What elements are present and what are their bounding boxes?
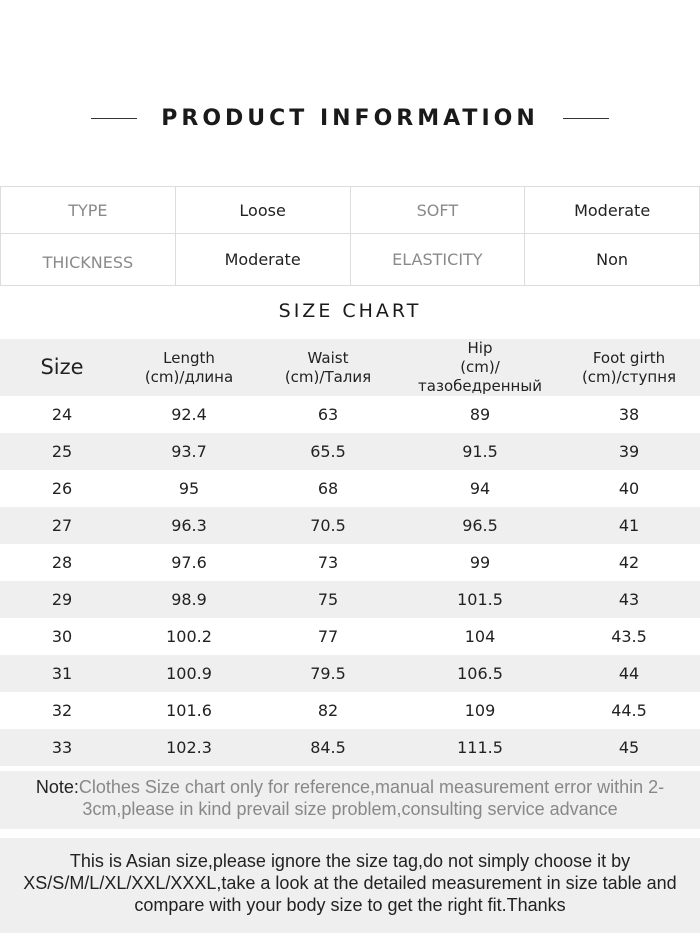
size-chart-header-row bbox=[0, 339, 700, 396]
note-text: Clothes Size chart only for reference,manual measurement error within 2-3cm,please in kind prevail size problem,consulting service advance bbox=[78, 777, 665, 819]
size-cell: 30 bbox=[51, 627, 73, 646]
measurement-note bbox=[0, 771, 700, 829]
divider-left bbox=[91, 118, 137, 119]
size-cell: 38 bbox=[618, 405, 640, 424]
size-chart-title: SIZE CHART bbox=[278, 300, 422, 322]
size-cell: 111.5 bbox=[402, 729, 558, 766]
size-cell: 43.5 bbox=[611, 627, 647, 646]
size-cell: 27 bbox=[0, 507, 124, 544]
column-header-waist bbox=[254, 339, 402, 396]
size-cell: 100.2 bbox=[166, 627, 212, 646]
info-row bbox=[1, 234, 700, 286]
column-header-title: Hip bbox=[467, 339, 493, 357]
column-header-unit: (cm)/ступня bbox=[581, 367, 677, 386]
column-header-title: Size bbox=[40, 355, 84, 379]
size-cell: 40 bbox=[618, 479, 640, 498]
info-value: Loose bbox=[175, 187, 350, 234]
section-header bbox=[0, 96, 700, 140]
size-cell: 84.5 bbox=[254, 729, 402, 766]
size-row bbox=[0, 692, 700, 729]
size-cell: 41 bbox=[558, 507, 700, 544]
size-cell: 45 bbox=[558, 729, 700, 766]
info-label: TYPE bbox=[1, 187, 176, 234]
size-cell: 93.7 bbox=[124, 433, 254, 470]
size-cell: 25 bbox=[0, 433, 124, 470]
size-cell: 28 bbox=[51, 553, 73, 572]
size-cell: 75 bbox=[254, 581, 402, 618]
size-cell: 98.9 bbox=[124, 581, 254, 618]
info-value: Moderate bbox=[525, 187, 700, 234]
size-row bbox=[0, 433, 700, 470]
divider-right bbox=[563, 118, 609, 119]
size-cell: 70.5 bbox=[254, 507, 402, 544]
size-row bbox=[0, 507, 700, 544]
asian-size-notice bbox=[0, 838, 700, 933]
size-chart-table bbox=[0, 339, 700, 766]
size-row bbox=[0, 581, 700, 618]
size-cell: 42 bbox=[618, 553, 640, 572]
size-cell: 77 bbox=[317, 627, 339, 646]
column-header-size bbox=[0, 339, 124, 396]
column-header-unit: (cm)/длина bbox=[144, 367, 234, 386]
info-label: ELASTICITY bbox=[350, 234, 525, 286]
info-value: Moderate bbox=[175, 234, 350, 286]
size-cell: 104 bbox=[464, 627, 496, 646]
size-cell: 29 bbox=[0, 581, 124, 618]
size-row bbox=[0, 655, 700, 692]
size-cell: 101.6 bbox=[166, 701, 212, 720]
size-cell: 92.4 bbox=[171, 405, 207, 424]
column-header-length bbox=[124, 339, 254, 396]
column-header-title: Waist bbox=[307, 348, 349, 367]
size-cell: 102.3 bbox=[124, 729, 254, 766]
size-cell: 96.5 bbox=[402, 507, 558, 544]
size-cell: 94 bbox=[469, 479, 491, 498]
size-cell: 109 bbox=[464, 701, 496, 720]
info-label: THICKNESS bbox=[1, 234, 176, 286]
size-cell: 32 bbox=[51, 701, 73, 720]
size-cell: 44.5 bbox=[611, 701, 647, 720]
size-cell: 68 bbox=[317, 479, 339, 498]
size-cell: 89 bbox=[469, 405, 491, 424]
size-cell: 79.5 bbox=[254, 655, 402, 692]
size-cell: 106.5 bbox=[402, 655, 558, 692]
size-row bbox=[0, 544, 700, 581]
size-cell: 101.5 bbox=[402, 581, 558, 618]
size-cell: 100.9 bbox=[124, 655, 254, 692]
column-header-hip bbox=[402, 339, 558, 396]
info-row bbox=[1, 187, 700, 234]
size-row bbox=[0, 618, 700, 655]
size-cell: 99 bbox=[469, 553, 491, 572]
size-cell: 96.3 bbox=[124, 507, 254, 544]
asian-size-text: This is Asian size,please ignore the size tag,do not simply choose it by XS/S/M/L/XL/XXL/XXXL,take a look at the detailed measurement in size table and compare with your body size to get the right fit.Thanks bbox=[23, 851, 677, 915]
size-cell: 95 bbox=[178, 479, 200, 498]
size-cell: 73 bbox=[317, 553, 339, 572]
size-cell: 63 bbox=[317, 405, 339, 424]
size-cell: 91.5 bbox=[402, 433, 558, 470]
size-cell: 43 bbox=[558, 581, 700, 618]
size-cell: 97.6 bbox=[171, 553, 207, 572]
size-row bbox=[0, 729, 700, 766]
column-header-unit: (cm)/Талия bbox=[284, 367, 372, 386]
size-cell: 44 bbox=[558, 655, 700, 692]
info-label: SOFT bbox=[350, 187, 525, 234]
page-title: PRODUCT INFORMATION bbox=[161, 105, 539, 131]
size-cell: 26 bbox=[51, 479, 73, 498]
size-chart-body bbox=[0, 396, 700, 766]
column-header-title: Foot girth bbox=[592, 348, 666, 367]
size-row bbox=[0, 470, 700, 507]
size-cell: 24 bbox=[51, 405, 73, 424]
size-row bbox=[0, 396, 700, 433]
column-header-title: Length bbox=[163, 348, 215, 367]
size-cell: 33 bbox=[0, 729, 124, 766]
note-label: Note: bbox=[35, 777, 79, 797]
size-cell: 31 bbox=[0, 655, 124, 692]
column-header-unit: (cm)/тазобедренный bbox=[418, 358, 542, 395]
info-value: Non bbox=[525, 234, 700, 286]
size-cell: 65.5 bbox=[254, 433, 402, 470]
size-cell: 82 bbox=[317, 701, 339, 720]
size-cell: 39 bbox=[558, 433, 700, 470]
product-info-table bbox=[0, 186, 700, 286]
column-header-foot-girth bbox=[558, 339, 700, 396]
